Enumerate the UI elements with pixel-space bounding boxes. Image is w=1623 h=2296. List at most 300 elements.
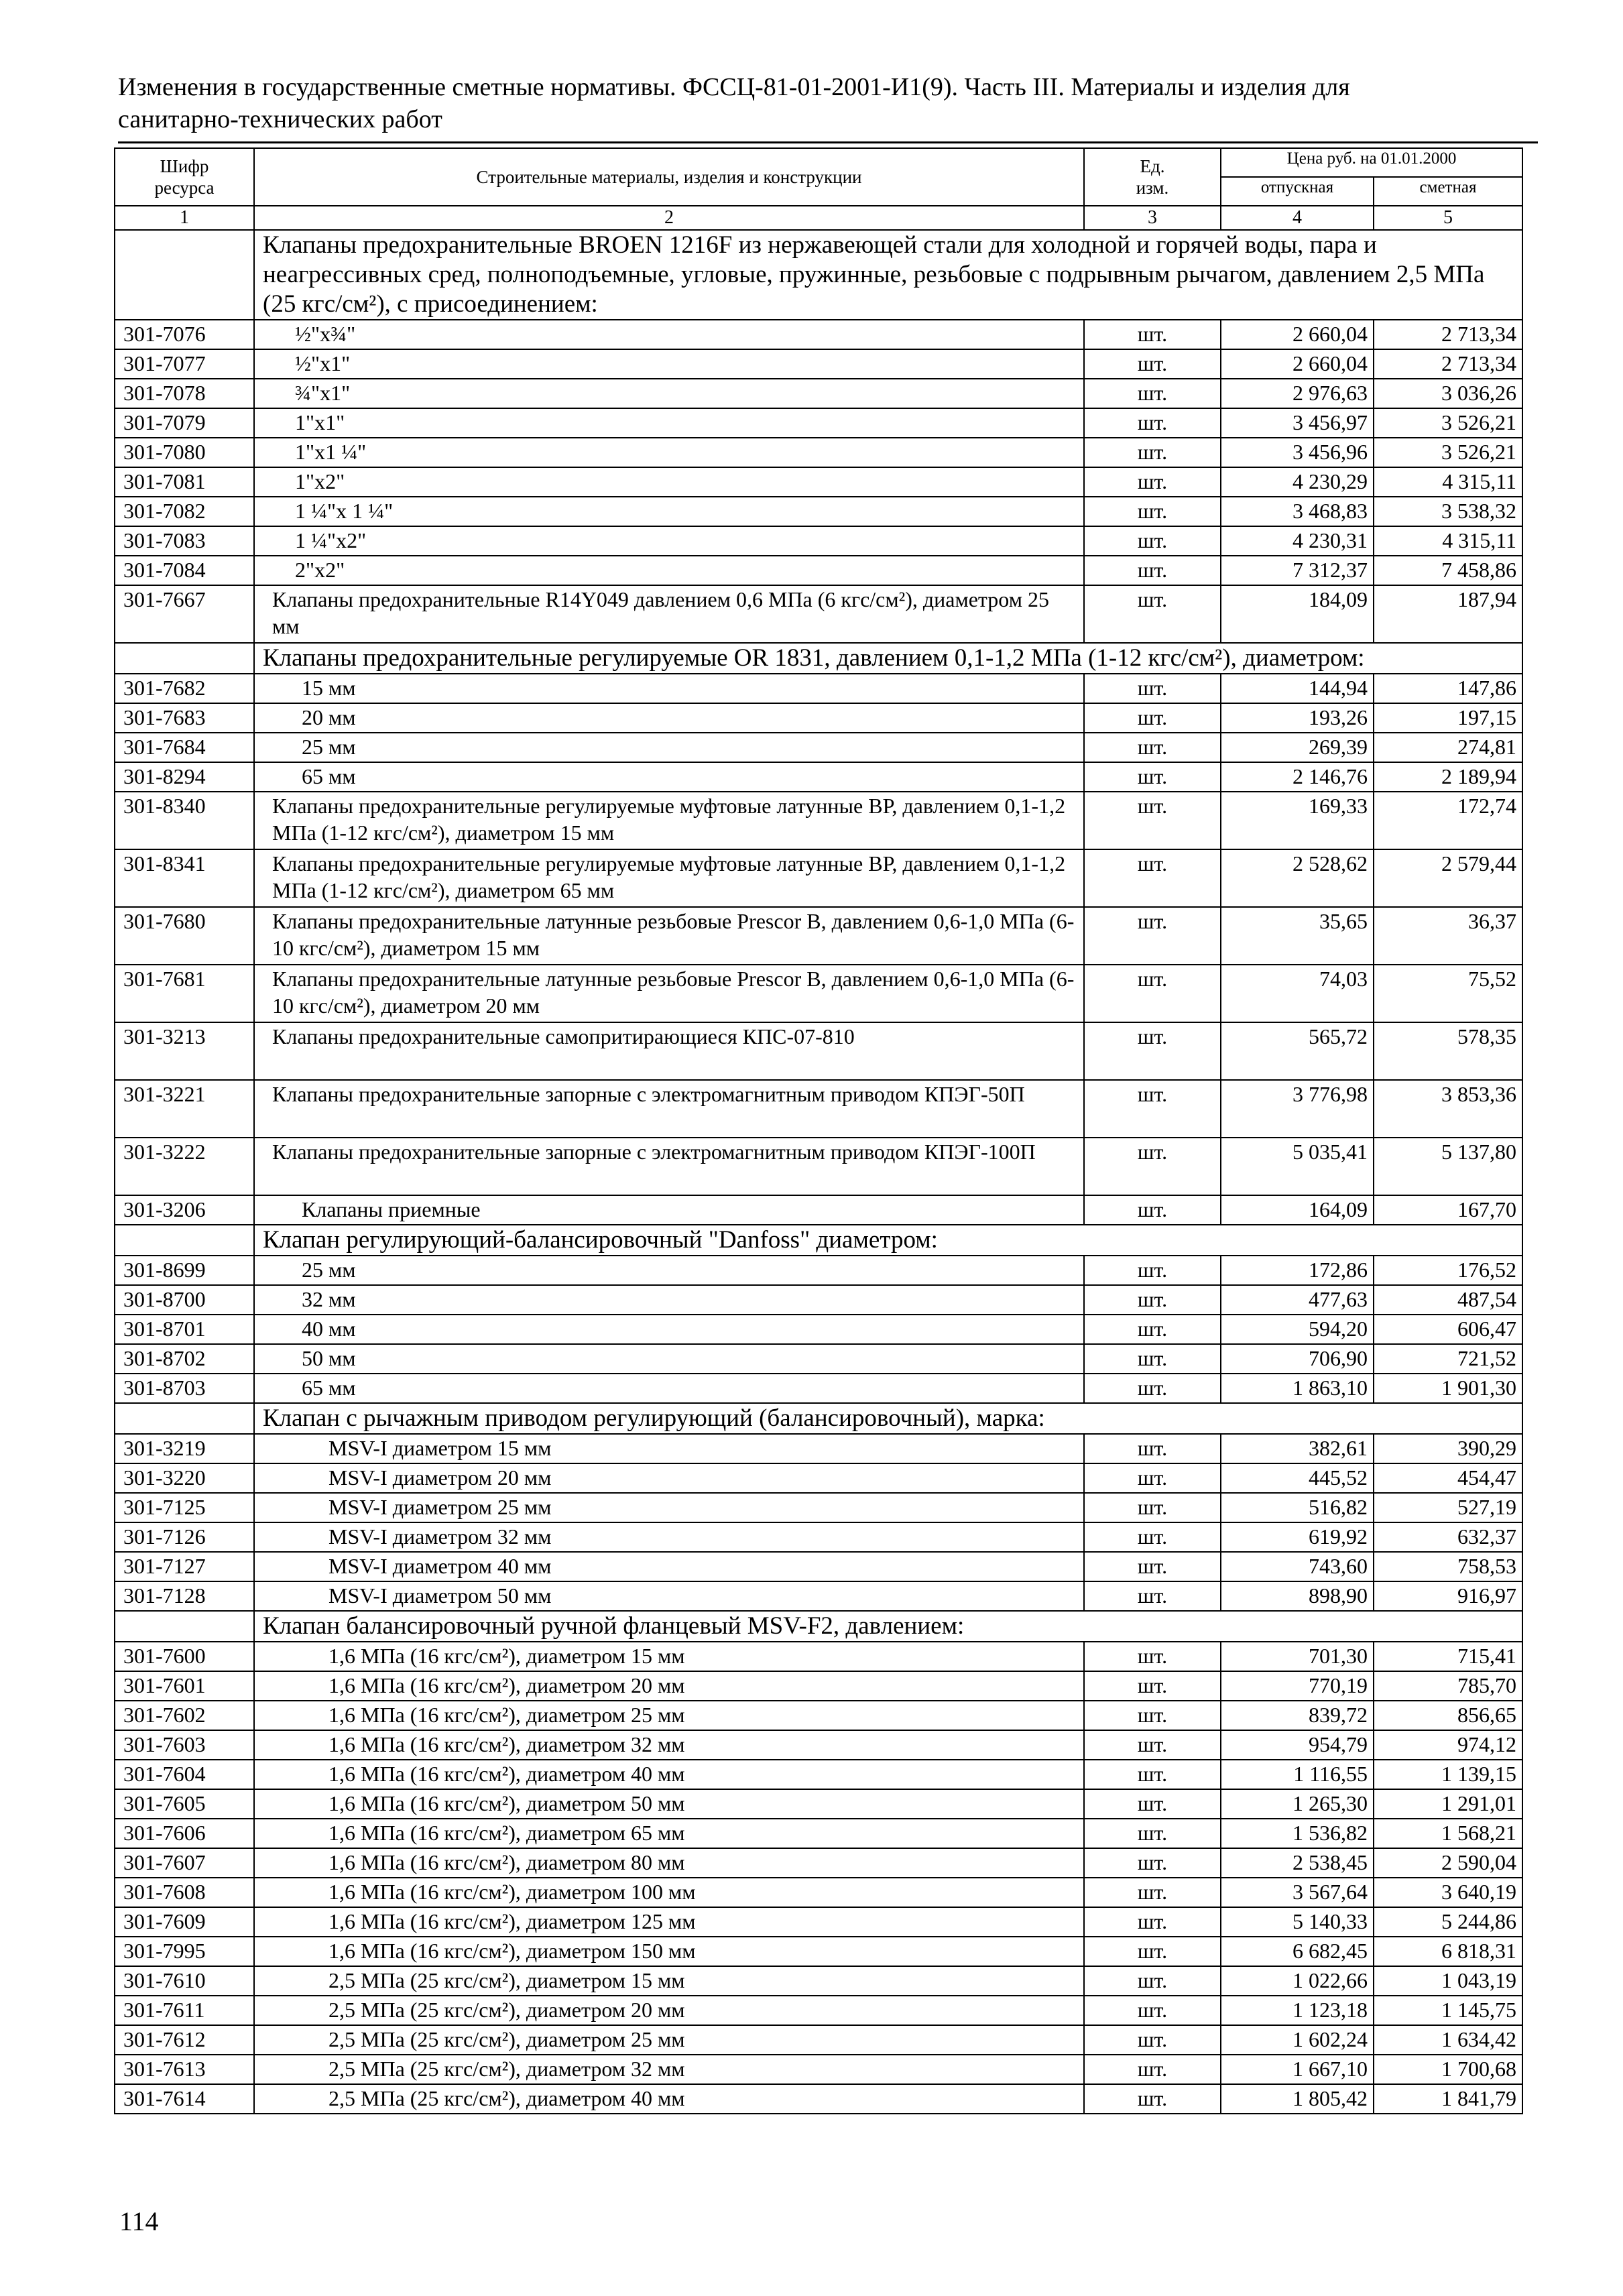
table-row (115, 585, 1522, 643)
resource-code: 301-7613 (115, 2055, 254, 2084)
resource-code: 301-7607 (115, 1848, 254, 1878)
unit-cell: шт. (1084, 1789, 1221, 1819)
estimate-price: 3 036,26 (1374, 379, 1522, 408)
release-price: 3 456,96 (1221, 438, 1374, 467)
material-name: MSV-I диаметром 15 мм (254, 1434, 1084, 1463)
estimate-price: 721,52 (1374, 1344, 1522, 1374)
release-price: 5 035,41 (1221, 1138, 1374, 1195)
release-price: 4 230,29 (1221, 467, 1374, 497)
unit-cell: шт. (1084, 1463, 1221, 1493)
unit-cell: шт. (1084, 497, 1221, 526)
estimate-price: 487,54 (1374, 1285, 1522, 1315)
estimate-price: 454,47 (1374, 1463, 1522, 1493)
unit-cell: шт. (1084, 1819, 1221, 1848)
unit-cell: шт. (1084, 349, 1221, 379)
material-name: 15 мм (254, 674, 1084, 703)
estimate-price: 2 713,34 (1374, 320, 1522, 349)
unit-cell: шт. (1084, 703, 1221, 733)
resource-code: 301-7083 (115, 526, 254, 556)
resource-code: 301-7082 (115, 497, 254, 526)
table-row (115, 674, 1522, 703)
unit-cell: шт. (1084, 438, 1221, 467)
resource-code: 301-7601 (115, 1671, 254, 1701)
table-row (115, 1907, 1522, 1937)
material-name: 1,6 МПа (16 кгс/см²), диаметром 25 мм (254, 1701, 1084, 1730)
material-name: 2,5 МПа (25 кгс/см²), диаметром 15 мм (254, 1966, 1084, 1996)
estimate-price: 1 901,30 (1374, 1374, 1522, 1403)
release-price: 2 976,63 (1221, 379, 1374, 408)
release-price: 954,79 (1221, 1730, 1374, 1760)
estimate-price: 3 538,32 (1374, 497, 1522, 526)
estimate-price: 176,52 (1374, 1256, 1522, 1285)
unit-cell: шт. (1084, 1374, 1221, 1403)
material-name: 1,6 МПа (16 кгс/см²), диаметром 100 мм (254, 1878, 1084, 1907)
resource-code: 301-8340 (115, 792, 254, 849)
resource-code: 301-7600 (115, 1642, 254, 1671)
material-name: MSV-I диаметром 50 мм (254, 1581, 1084, 1611)
unit-cell: шт. (1084, 2025, 1221, 2055)
unit-cell: шт. (1084, 526, 1221, 556)
table-row (115, 1138, 1522, 1195)
unit-cell: шт. (1084, 1730, 1221, 1760)
resource-code: 301-7609 (115, 1907, 254, 1937)
unit-cell: шт. (1084, 585, 1221, 643)
estimate-price: 5 137,80 (1374, 1138, 1522, 1195)
material-name: Клапаны предохранительные запорные с электромагнитным приводом КПЭГ-100П (254, 1138, 1084, 1195)
table-row (115, 1730, 1522, 1760)
material-name: Клапаны предохранительные латунные резьбовые Prescor B, давлением 0,6-1,0 МПа (6-10 кгс/см²), диаметром 20 мм (254, 965, 1084, 1022)
material-name: 2,5 МПа (25 кгс/см²), диаметром 32 мм (254, 2055, 1084, 2084)
table-row (115, 2025, 1522, 2055)
estimate-price: 578,35 (1374, 1022, 1522, 1080)
resource-code: 301-7602 (115, 1701, 254, 1730)
unit-cell: шт. (1084, 556, 1221, 585)
material-name: 65 мм (254, 1374, 1084, 1403)
column-number: 2 (254, 206, 1084, 230)
release-price: 701,30 (1221, 1642, 1374, 1671)
resource-code: 301-7610 (115, 1966, 254, 1996)
estimate-price: 856,65 (1374, 1701, 1522, 1730)
material-name: Клапаны предохранительные самопритирающиеся КПС-07-810 (254, 1022, 1084, 1080)
estimate-price: 5 244,86 (1374, 1907, 1522, 1937)
table-row (115, 1996, 1522, 2025)
resource-code: 301-3219 (115, 1434, 254, 1463)
release-price: 2 528,62 (1221, 849, 1374, 907)
resource-code: 301-7606 (115, 1819, 254, 1848)
unit-cell: шт. (1084, 1848, 1221, 1878)
release-price: 144,94 (1221, 674, 1374, 703)
table-row (115, 733, 1522, 762)
material-name: 40 мм (254, 1315, 1084, 1344)
column-number: 5 (1374, 206, 1522, 230)
material-name: ½"x1" (254, 349, 1084, 379)
material-name: Клапаны предохранительные регулируемые муфтовые латунные ВР, давлением 0,1-1,2 МПа (1-12 кгс/см²), диаметром 15 мм (254, 792, 1084, 849)
release-price: 1 863,10 (1221, 1374, 1374, 1403)
estimate-price: 1 568,21 (1374, 1819, 1522, 1848)
release-price: 2 538,45 (1221, 1848, 1374, 1878)
column-number: 1 (115, 206, 254, 230)
table-row (115, 1315, 1522, 1344)
estimate-price: 187,94 (1374, 585, 1522, 643)
release-price: 1 805,42 (1221, 2084, 1374, 2114)
release-price: 1 116,55 (1221, 1760, 1374, 1789)
unit-cell: шт. (1084, 733, 1221, 762)
release-price: 839,72 (1221, 1701, 1374, 1730)
resource-code: 301-7684 (115, 733, 254, 762)
unit-cell: шт. (1084, 1195, 1221, 1225)
release-price: 743,60 (1221, 1552, 1374, 1581)
header-unit-line1: Ед. (1140, 156, 1165, 176)
resource-code: 301-3206 (115, 1195, 254, 1225)
material-name: 1,6 МПа (16 кгс/см²), диаметром 50 мм (254, 1789, 1084, 1819)
resource-code: 301-3222 (115, 1138, 254, 1195)
release-price: 4 230,31 (1221, 526, 1374, 556)
table-row (115, 1937, 1522, 1966)
estimate-price: 4 315,11 (1374, 467, 1522, 497)
release-price: 184,09 (1221, 585, 1374, 643)
unit-cell: шт. (1084, 1671, 1221, 1701)
document-header (118, 71, 1512, 135)
table-row (115, 1848, 1522, 1878)
resource-code: 301-8701 (115, 1315, 254, 1344)
table-row (115, 1522, 1522, 1552)
material-name: Клапаны приемные (254, 1195, 1084, 1225)
release-price: 898,90 (1221, 1581, 1374, 1611)
unit-cell: шт. (1084, 1642, 1221, 1671)
estimate-price: 75,52 (1374, 965, 1522, 1022)
table-row (115, 1374, 1522, 1403)
release-price: 269,39 (1221, 733, 1374, 762)
material-name: Клапаны предохранительные R14Y049 давлением 0,6 МПа (6 кгс/см²), диаметром 25 мм (254, 585, 1084, 643)
material-name: 1,6 МПа (16 кгс/см²), диаметром 15 мм (254, 1642, 1084, 1671)
material-name: Клапаны предохранительные запорные с электромагнитным приводом КПЭГ-50П (254, 1080, 1084, 1138)
header-code-line2: ресурса (154, 178, 215, 198)
estimate-price: 4 315,11 (1374, 526, 1522, 556)
unit-cell: шт. (1084, 1344, 1221, 1374)
release-price: 516,82 (1221, 1493, 1374, 1522)
group-code-cell (115, 1611, 254, 1642)
table-row (115, 1642, 1522, 1671)
material-name: 1,6 МПа (16 кгс/см²), диаметром 40 мм (254, 1760, 1084, 1789)
unit-cell: шт. (1084, 1022, 1221, 1080)
group-header-row (115, 643, 1522, 674)
unit-cell: шт. (1084, 320, 1221, 349)
material-name: Клапаны предохранительные регулируемые муфтовые латунные ВР, давлением 0,1-1,2 МПа (1-12 кгс/см²), диаметром 65 мм (254, 849, 1084, 907)
release-price: 2 660,04 (1221, 349, 1374, 379)
resource-code: 301-7605 (115, 1789, 254, 1819)
release-price: 619,92 (1221, 1522, 1374, 1552)
unit-cell: шт. (1084, 379, 1221, 408)
table-row (115, 1344, 1522, 1374)
estimate-price: 606,47 (1374, 1315, 1522, 1344)
resource-code: 301-8703 (115, 1374, 254, 1403)
column-number: 3 (1084, 206, 1221, 230)
header-code-line1: Шифр (160, 156, 209, 176)
estimate-price: 6 818,31 (1374, 1937, 1522, 1966)
resource-code: 301-7077 (115, 349, 254, 379)
header-line-2: санитарно-технических работ (118, 105, 442, 133)
release-price: 1 265,30 (1221, 1789, 1374, 1819)
material-name: 1,6 МПа (16 кгс/см²), диаметром 150 мм (254, 1937, 1084, 1966)
resource-code: 301-7076 (115, 320, 254, 349)
estimate-price: 2 590,04 (1374, 1848, 1522, 1878)
column-number: 4 (1221, 206, 1374, 230)
estimate-price: 1 841,79 (1374, 2084, 1522, 2114)
table-row (115, 849, 1522, 907)
unit-cell: шт. (1084, 1493, 1221, 1522)
table-row (115, 497, 1522, 526)
estimate-price: 7 458,86 (1374, 556, 1522, 585)
header-rule (118, 141, 1538, 143)
material-name: 1,6 МПа (16 кгс/см²), диаметром 65 мм (254, 1819, 1084, 1848)
release-price: 382,61 (1221, 1434, 1374, 1463)
resource-code: 301-8341 (115, 849, 254, 907)
table-row (115, 1285, 1522, 1315)
table-row (115, 907, 1522, 965)
release-price: 2 660,04 (1221, 320, 1374, 349)
material-name: 20 мм (254, 703, 1084, 733)
release-price: 3 567,64 (1221, 1878, 1374, 1907)
estimate-price: 2 713,34 (1374, 349, 1522, 379)
header-line-1: Изменения в государственные сметные нормативы. ФССЦ-81-01-2001-И1(9). Часть III. Материалы и изделия для (118, 73, 1350, 101)
table-row (115, 320, 1522, 349)
material-name: 1"x1 ¼" (254, 438, 1084, 467)
resource-code: 301-8294 (115, 762, 254, 792)
estimate-price: 632,37 (1374, 1522, 1522, 1552)
release-price: 3 776,98 (1221, 1080, 1374, 1138)
table-row (115, 379, 1522, 408)
release-price: 169,33 (1221, 792, 1374, 849)
group-title: Клапан регулирующий-балансировочный "Danfoss" диаметром: (254, 1225, 1522, 1256)
header-price: Цена руб. на 01.01.2000 (1221, 148, 1522, 177)
resource-code: 301-8702 (115, 1344, 254, 1374)
table-row (115, 1080, 1522, 1138)
table-row (115, 965, 1522, 1022)
release-price: 172,86 (1221, 1256, 1374, 1285)
table-row (115, 1878, 1522, 1907)
group-code-cell (115, 230, 254, 320)
release-price: 477,63 (1221, 1285, 1374, 1315)
estimate-price: 916,97 (1374, 1581, 1522, 1611)
table-row (115, 408, 1522, 438)
release-price: 2 146,76 (1221, 762, 1374, 792)
material-name: 1,6 МПа (16 кгс/см²), диаметром 80 мм (254, 1848, 1084, 1878)
material-name: 2,5 МПа (25 кгс/см²), диаметром 25 мм (254, 2025, 1084, 2055)
material-name: ½"x¾" (254, 320, 1084, 349)
resource-code: 301-7608 (115, 1878, 254, 1907)
release-price: 3 456,97 (1221, 408, 1374, 438)
material-name: ¾"x1" (254, 379, 1084, 408)
unit-cell: шт. (1084, 1434, 1221, 1463)
group-code-cell (115, 1403, 254, 1434)
release-price: 1 123,18 (1221, 1996, 1374, 2025)
material-name: MSV-I диаметром 32 мм (254, 1522, 1084, 1552)
table-row (115, 1493, 1522, 1522)
resource-code: 301-7682 (115, 674, 254, 703)
resource-code: 301-7084 (115, 556, 254, 585)
material-name: 1,6 МПа (16 кгс/см²), диаметром 32 мм (254, 1730, 1084, 1760)
material-name: 1"x2" (254, 467, 1084, 497)
estimate-price: 1 145,75 (1374, 1996, 1522, 2025)
release-price: 35,65 (1221, 907, 1374, 965)
resource-code: 301-8699 (115, 1256, 254, 1285)
estimate-price: 3 526,21 (1374, 408, 1522, 438)
price-table (114, 147, 1523, 2114)
resource-code: 301-7080 (115, 438, 254, 467)
estimate-price: 758,53 (1374, 1552, 1522, 1581)
release-price: 1 667,10 (1221, 2055, 1374, 2084)
unit-cell: шт. (1084, 849, 1221, 907)
table-row (115, 1789, 1522, 1819)
resource-code: 301-7078 (115, 379, 254, 408)
header-name: Строительные материалы, изделия и конструкции (254, 148, 1084, 206)
estimate-price: 785,70 (1374, 1671, 1522, 1701)
table-row (115, 556, 1522, 585)
estimate-price: 2 189,94 (1374, 762, 1522, 792)
unit-cell: шт. (1084, 1701, 1221, 1730)
unit-cell: шт. (1084, 1937, 1221, 1966)
estimate-price: 3 526,21 (1374, 438, 1522, 467)
header-release: отпускная (1221, 177, 1374, 206)
unit-cell: шт. (1084, 1138, 1221, 1195)
estimate-price: 715,41 (1374, 1642, 1522, 1671)
unit-cell: шт. (1084, 1581, 1221, 1611)
table-row (115, 1966, 1522, 1996)
unit-cell: шт. (1084, 1907, 1221, 1937)
table-row (115, 438, 1522, 467)
release-price: 1 022,66 (1221, 1966, 1374, 1996)
page-number: 114 (119, 2206, 159, 2236)
resource-code: 301-7667 (115, 585, 254, 643)
table-header (115, 148, 1522, 230)
table-row (115, 349, 1522, 379)
release-price: 1 602,24 (1221, 2025, 1374, 2055)
resource-code: 301-3220 (115, 1463, 254, 1493)
group-title: Клапаны предохранительные BROEN 1216F из нержавеющей стали для холодной и горячей воды, пара и неагрессивных сред, полноподъемные, угловые, пружинные, резьбовые с подрывным рычагом, давлением 2,5 МПа (25 кгс/см²), с присоединением: (254, 230, 1522, 320)
material-name: MSV-I диаметром 40 мм (254, 1552, 1084, 1581)
resource-code: 301-7614 (115, 2084, 254, 2114)
resource-code: 301-7128 (115, 1581, 254, 1611)
material-name: 1,6 МПа (16 кгс/см²), диаметром 125 мм (254, 1907, 1084, 1937)
estimate-price: 2 579,44 (1374, 849, 1522, 907)
unit-cell: шт. (1084, 762, 1221, 792)
unit-cell: шт. (1084, 467, 1221, 497)
unit-cell: шт. (1084, 1878, 1221, 1907)
unit-cell: шт. (1084, 792, 1221, 849)
unit-cell: шт. (1084, 1996, 1221, 2025)
unit-cell: шт. (1084, 965, 1221, 1022)
group-header-row (115, 1403, 1522, 1434)
estimate-price: 172,74 (1374, 792, 1522, 849)
resource-code: 301-7683 (115, 703, 254, 733)
material-name: 25 мм (254, 1256, 1084, 1285)
table-row (115, 1760, 1522, 1789)
unit-cell: шт. (1084, 1552, 1221, 1581)
resource-code: 301-7127 (115, 1552, 254, 1581)
material-name: 32 мм (254, 1285, 1084, 1315)
material-name: 1,6 МПа (16 кгс/см²), диаметром 20 мм (254, 1671, 1084, 1701)
estimate-price: 3 640,19 (1374, 1878, 1522, 1907)
unit-cell: шт. (1084, 1522, 1221, 1552)
unit-cell: шт. (1084, 1966, 1221, 1996)
unit-cell: шт. (1084, 2055, 1221, 2084)
unit-cell: шт. (1084, 1080, 1221, 1138)
material-name: 1"x1" (254, 408, 1084, 438)
table-row (115, 2055, 1522, 2084)
estimate-price: 3 853,36 (1374, 1080, 1522, 1138)
resource-code: 301-7125 (115, 1493, 254, 1522)
estimate-price: 1 139,15 (1374, 1760, 1522, 1789)
material-name: Клапаны предохранительные латунные резьбовые Prescor B, давлением 0,6-1,0 МПа (6-10 кгс/см²), диаметром 15 мм (254, 907, 1084, 965)
estimate-price: 974,12 (1374, 1730, 1522, 1760)
table-row (115, 792, 1522, 849)
table-row (115, 1552, 1522, 1581)
resource-code: 301-3213 (115, 1022, 254, 1080)
resource-code: 301-8700 (115, 1285, 254, 1315)
resource-code: 301-7603 (115, 1730, 254, 1760)
table-row (115, 1256, 1522, 1285)
resource-code: 301-7604 (115, 1760, 254, 1789)
unit-cell: шт. (1084, 1285, 1221, 1315)
resource-code: 301-7681 (115, 965, 254, 1022)
estimate-price: 1 634,42 (1374, 2025, 1522, 2055)
group-code-cell (115, 1225, 254, 1256)
estimate-price: 36,37 (1374, 907, 1522, 965)
header-estimate: сметная (1374, 177, 1522, 206)
material-name: 1 ¼"x 1 ¼" (254, 497, 1084, 526)
resource-code: 301-7126 (115, 1522, 254, 1552)
resource-code: 301-7612 (115, 2025, 254, 2055)
estimate-price: 274,81 (1374, 733, 1522, 762)
resource-code: 301-3221 (115, 1080, 254, 1138)
release-price: 594,20 (1221, 1315, 1374, 1344)
table-row (115, 1819, 1522, 1848)
release-price: 74,03 (1221, 965, 1374, 1022)
material-name: MSV-I диаметром 20 мм (254, 1463, 1084, 1493)
material-name: 2,5 МПа (25 кгс/см²), диаметром 40 мм (254, 2084, 1084, 2114)
estimate-price: 1 700,68 (1374, 2055, 1522, 2084)
table-row (115, 703, 1522, 733)
table-row (115, 526, 1522, 556)
header-unit (1084, 148, 1221, 206)
release-price: 5 140,33 (1221, 1907, 1374, 1937)
resource-code: 301-7079 (115, 408, 254, 438)
resource-code: 301-7995 (115, 1937, 254, 1966)
table-row (115, 1463, 1522, 1493)
table-body (115, 230, 1522, 2114)
table-row (115, 1195, 1522, 1225)
table-row (115, 1581, 1522, 1611)
release-price: 1 536,82 (1221, 1819, 1374, 1848)
group-header-row (115, 1225, 1522, 1256)
estimate-price: 1 291,01 (1374, 1789, 1522, 1819)
table-row (115, 1701, 1522, 1730)
table-row (115, 762, 1522, 792)
unit-cell: шт. (1084, 1315, 1221, 1344)
table-row (115, 1671, 1522, 1701)
release-price: 445,52 (1221, 1463, 1374, 1493)
unit-cell: шт. (1084, 2084, 1221, 2114)
header-code (115, 148, 254, 206)
release-price: 7 312,37 (1221, 556, 1374, 585)
release-price: 6 682,45 (1221, 1937, 1374, 1966)
resource-code: 301-7081 (115, 467, 254, 497)
estimate-price: 1 043,19 (1374, 1966, 1522, 1996)
material-name: MSV-I диаметром 25 мм (254, 1493, 1084, 1522)
table-row (115, 1434, 1522, 1463)
release-price: 706,90 (1221, 1344, 1374, 1374)
resource-code: 301-7611 (115, 1996, 254, 2025)
